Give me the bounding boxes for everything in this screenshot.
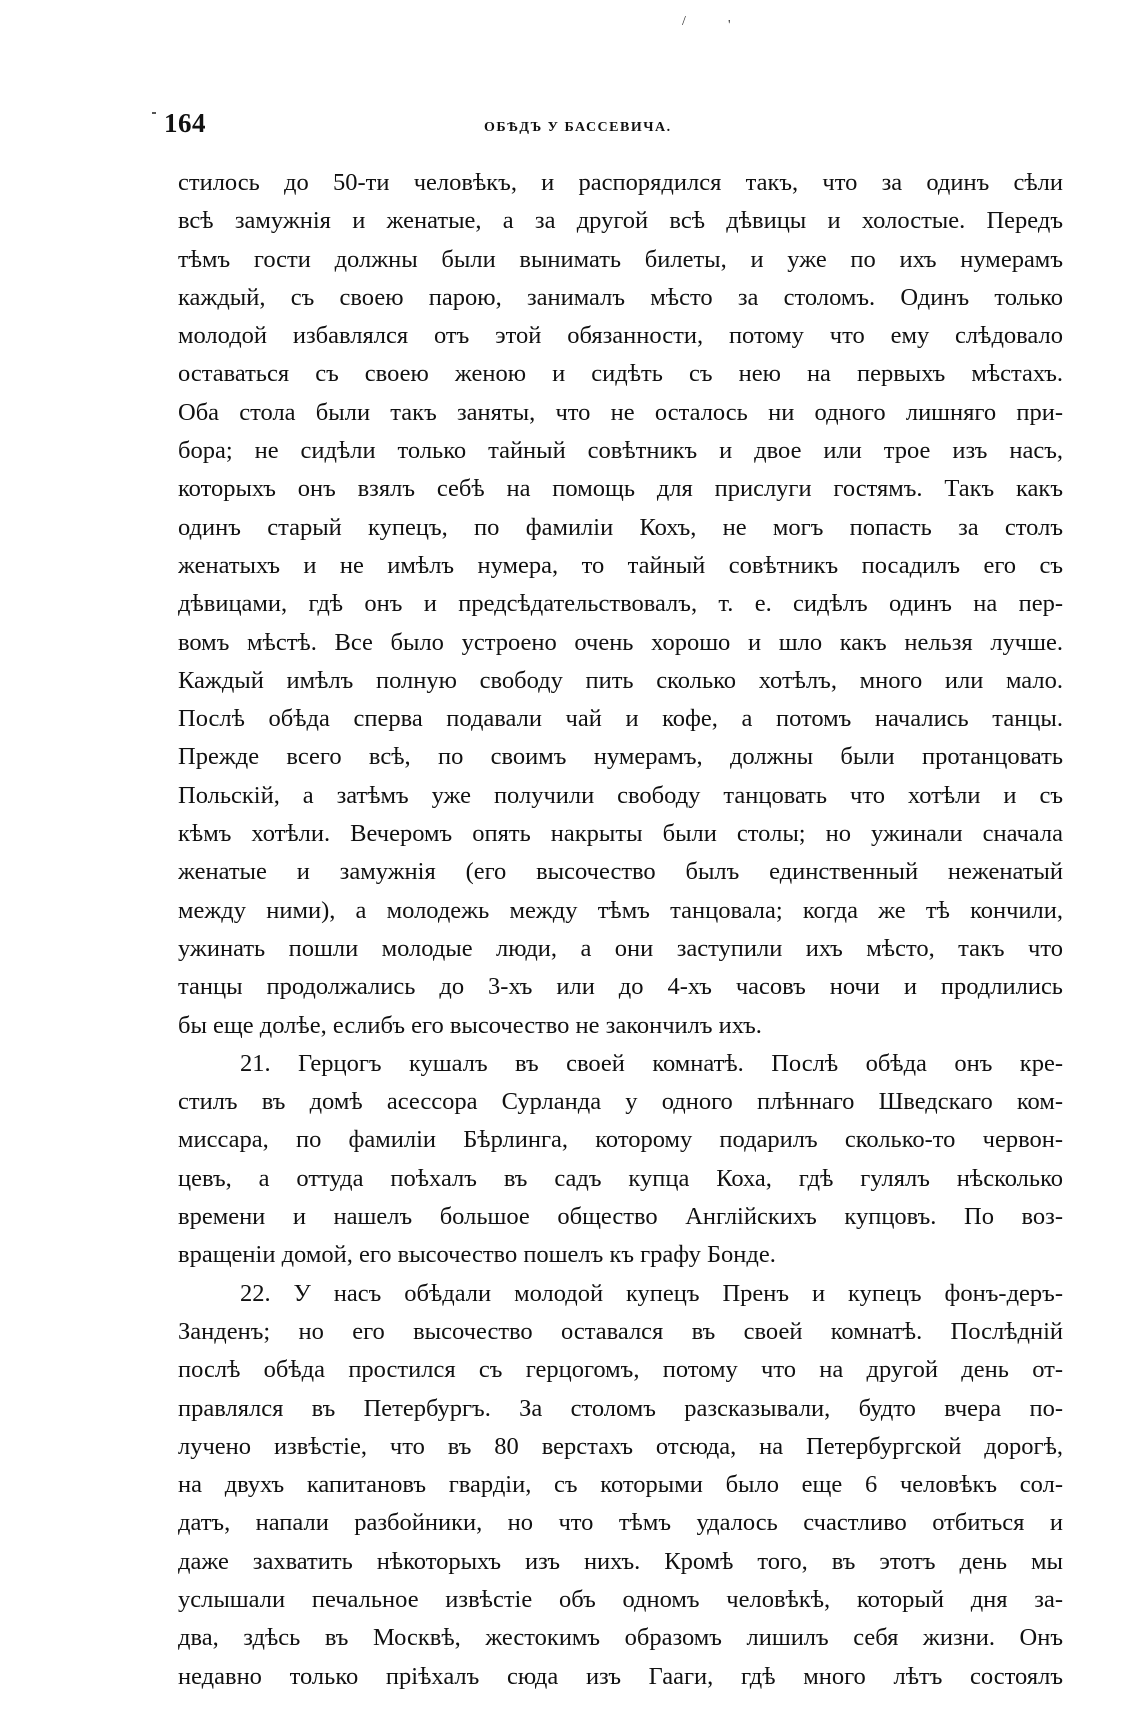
margin-tick: [152, 112, 156, 114]
scan-mark-b: ': [728, 18, 731, 33]
text-line: вомъ мѣстѣ. Все было устроено очень хорошо и шло какъ нельзя лучше.: [178, 628, 1063, 656]
text-line: даже захватить нѣкоторыхъ изъ нихъ. Кромѣ того, въ этотъ день мы: [178, 1547, 1063, 1575]
page-number: 164: [164, 108, 206, 138]
text-line: каждый, съ своею парою, занималъ мѣсто за столомъ. Одинъ только: [178, 283, 1063, 311]
text-line: послѣ обѣда простился съ герцогомъ, потому что на другой день от-: [178, 1356, 1063, 1384]
text-line: которыхъ онъ взялъ себѣ на помощь для прислуги гостямъ. Такъ какъ: [178, 475, 1063, 503]
text-line: кѣмъ хотѣли. Вечеромъ опять накрыты были столы; но ужинали сначала: [178, 820, 1063, 848]
text-line: Каждый имѣлъ полную свободу пить сколько хотѣлъ, много или мало.: [178, 666, 1063, 694]
text-line: миссара, по фамиліи Бѣрлинга, которому подарилъ сколько-то червон-: [178, 1126, 1063, 1154]
text-line: тѣмъ гости должны были вынимать билеты, и уже по ихъ нумерамъ: [178, 245, 1063, 273]
text-line: цевъ, а оттуда поѣхалъ въ садъ купца Коха, гдѣ гулялъ нѣсколько: [178, 1164, 1063, 1192]
text-line: между ними), а молодежь между тѣмъ танцовала; когда же тѣ кончили,: [178, 896, 1063, 924]
text-line: Занденъ; но его высочество оставался въ своей комнатѣ. Послѣдній: [178, 1317, 1063, 1345]
text-line: лучено извѣстіе, что въ 80 верстахъ отсюда, на Петербургской дорогѣ,: [178, 1432, 1063, 1460]
text-line: два, здѣсь въ Москвѣ, жестокимъ образомъ лишилъ себя жизни. Онъ: [178, 1624, 1063, 1652]
text-line: Польскій, а затѣмъ уже получили свободу танцовать что хотѣли и съ: [178, 781, 1063, 809]
text-line: бы еще долѣе, еслибъ его высочество не закончилъ ихъ.: [178, 1011, 762, 1039]
text-line: молодой избавлялся отъ этой обязанности, потому что ему слѣдовало: [178, 322, 1063, 350]
text-line: датъ, напали разбойники, но что тѣмъ удалось счастливо отбиться и: [178, 1509, 1063, 1537]
scan-mark-a: /: [682, 14, 686, 29]
text-line: стилось до 50-ти человѣкъ, и распорядился такъ, что за одинъ сѣли: [178, 169, 1063, 196]
text-line: Оба стола были такъ заняты, что не осталось ни одного лишняго при-: [178, 398, 1063, 426]
paragraph-start-21: 21. Герцогъ кушалъ въ своей комнатѣ. Послѣ обѣда онъ кре-: [240, 1049, 1063, 1077]
text-line: бора; не сидѣли только тайный совѣтникъ и двое или трое изъ насъ,: [178, 437, 1063, 465]
text-line: Послѣ обѣда сперва подавали чай и кофе, а потомъ начались танцы.: [178, 705, 1063, 733]
text-line: дѣвицами, гдѣ онъ и предсѣдательствовалъ, т. е. сидѣлъ одинъ на пер-: [178, 590, 1063, 618]
page-header: [164, 108, 1079, 148]
text-line: недавно только пріѣхалъ сюда изъ Гааги, гдѣ много лѣтъ состоялъ: [178, 1662, 1063, 1690]
text-line: танцы продолжались до 3-хъ или до 4-хъ часовъ ночи и продлились: [178, 973, 1063, 1001]
text-line: женатыхъ и не имѣлъ нумера, то тайный совѣтникъ посадилъ его съ: [178, 551, 1063, 579]
text-line: услышали печальное извѣстіе объ одномъ человѣкѣ, который дня за-: [178, 1585, 1063, 1613]
text-line: стилъ въ домѣ асессора Сурланда у одного плѣннаго Шведскаго ком-: [178, 1088, 1063, 1116]
text-line: времени и нашелъ большое общество Англійскихъ купцовъ. По воз-: [178, 1203, 1063, 1231]
text-line: вращеніи домой, его высочество пошелъ къ графу Бонде.: [178, 1241, 776, 1269]
text-line: Прежде всего всѣ, по своимъ нумерамъ, должны были протанцовать: [178, 743, 1063, 771]
text-line: всѣ замужнія и женатые, а за другой всѣ дѣвицы и холостые. Передъ: [178, 207, 1063, 235]
text-line: правлялся въ Петербургъ. За столомъ разсказывали, будто вчера по-: [178, 1394, 1063, 1422]
text-line: оставаться съ своею женою и сидѣть съ нею на первыхъ мѣстахъ.: [178, 360, 1063, 388]
text-line: одинъ старый купецъ, по фамиліи Кохъ, не могъ попасть за столъ: [178, 513, 1063, 541]
text-line: ужинать пошли молодые люди, а они заступили ихъ мѣсто, такъ что: [178, 934, 1063, 962]
running-title: ОБѢДЪ У БАССЕВИЧА.: [484, 120, 672, 135]
text-line: на двухъ капитановъ гвардіи, съ которыми было еще 6 человѣкъ сол-: [178, 1471, 1063, 1499]
text-line: женатые и замужнія (его высочество былъ единственный неженатый: [178, 858, 1063, 886]
paragraph-start-22: 22. У насъ обѣдали молодой купецъ Пренъ и купецъ фонъ-деръ-: [240, 1279, 1063, 1307]
body-text: [178, 164, 1063, 1696]
